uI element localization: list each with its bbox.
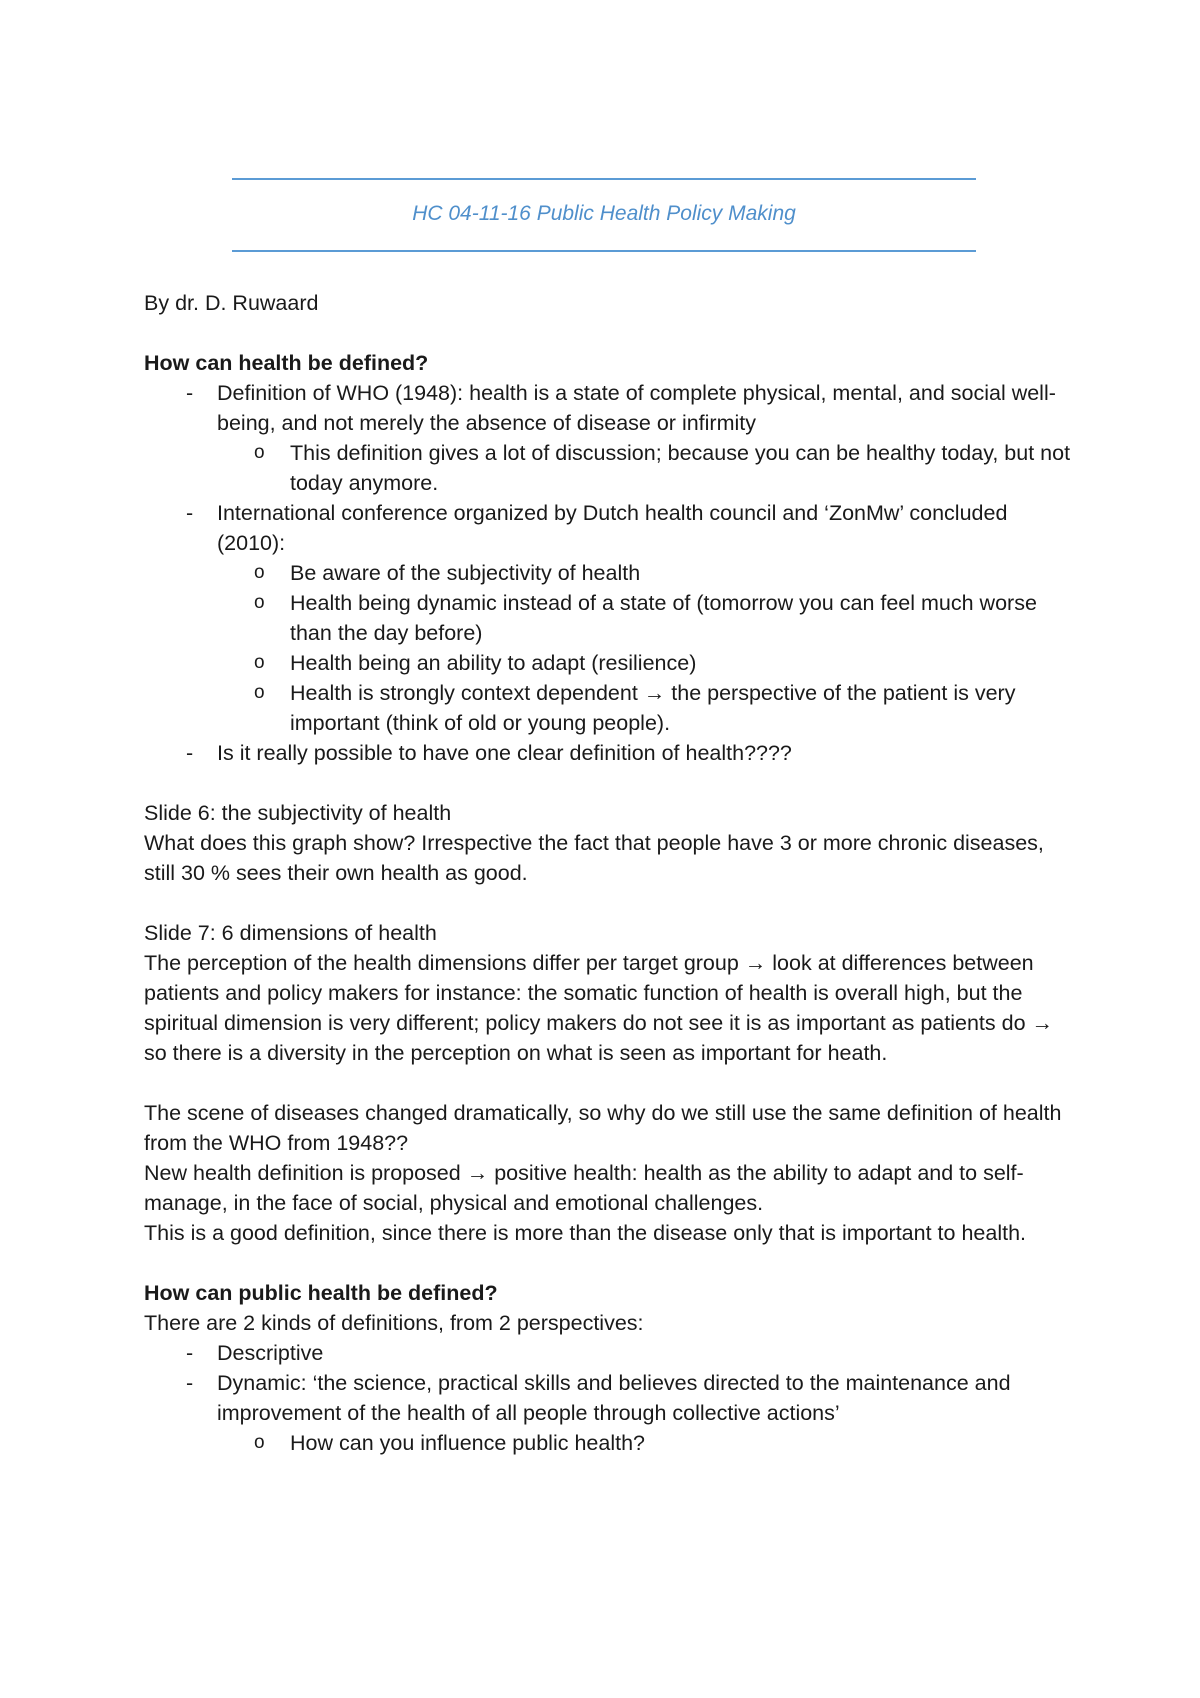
sub-list-item	[144, 588, 1074, 648]
circle-bullet: o	[254, 652, 265, 673]
scene-paragraph: The scene of diseases changed dramatically, so why do we still use the same definition of health from the WHO from 1948??	[144, 1101, 1062, 1155]
sub-list-item	[144, 648, 1074, 678]
slide7-paragraph	[144, 948, 1074, 1068]
list-item	[144, 738, 1074, 768]
list-item-text: Dynamic: ‘the science, practical skills and believes directed to the maintenance and improvement of the health of all people through collective actions’	[217, 1371, 1011, 1425]
circle-bullet: o	[254, 682, 265, 703]
sub-list-item	[144, 1428, 1074, 1458]
dash-bullet: -	[186, 501, 194, 525]
dash-bullet: -	[186, 741, 194, 765]
sub-list-item-text: Health is strongly context dependent	[290, 681, 638, 705]
list-item	[144, 378, 1074, 438]
list-item	[144, 1368, 1074, 1428]
dash-bullet: -	[186, 381, 194, 405]
sub-list-item-text: the perspective of the patient is very important (think of old or young people).	[290, 681, 1016, 735]
title-bottom-rule	[232, 250, 976, 252]
sub-list-item-text: How can you influence public health?	[290, 1431, 645, 1455]
dash-bullet: -	[186, 1341, 194, 1365]
section-heading: How can public health be defined?	[144, 1281, 498, 1305]
list-item-text: International conference organized by Dutch health council and ‘ZonMw’ concluded (2010):	[217, 501, 1008, 555]
title-top-rule	[232, 178, 976, 180]
sub-list-item-text: Health being dynamic instead of a state of (tomorrow you can feel much worse than the day before)	[290, 591, 1037, 645]
sub-list-item	[144, 438, 1074, 498]
arrow-icon: →	[643, 681, 666, 705]
author-line: By dr. D. Ruwaard	[144, 291, 319, 315]
slide6-title: Slide 6: the subjectivity of health	[144, 801, 452, 825]
circle-bullet: o	[254, 442, 265, 463]
list-item	[144, 498, 1074, 558]
sub-list-item	[144, 558, 1074, 588]
section-heading: How can health be defined?	[144, 351, 429, 375]
document-body	[144, 288, 1074, 1458]
list-item-text: Definition of WHO (1948): health is a state of complete physical, mental, and social well-being, and not merely the absence of disease or infirmity	[217, 381, 1056, 435]
circle-bullet: o	[254, 592, 265, 613]
page-title: HC 04-11-16 Public Health Policy Making	[412, 202, 796, 225]
section-intro: There are 2 kinds of definitions, from 2 perspectives:	[144, 1311, 644, 1335]
slide7-text: so there is a diversity in the perception on what is seen as important for heath.	[144, 1041, 888, 1065]
sub-list-item-text: Be aware of the subjectivity of health	[290, 561, 641, 585]
list-item	[144, 1338, 1074, 1368]
bullet-list	[144, 1338, 1074, 1458]
bullet-list	[144, 378, 1074, 768]
circle-bullet: o	[254, 1432, 265, 1453]
slide6-text: What does this graph show? Irrespective the fact that people have 3 or more chronic diseases, still 30 % sees their own health as good.	[144, 831, 1044, 885]
list-item-text: Is it really possible to have one clear definition of health????	[217, 741, 792, 765]
new-definition-text: positive health: health as the ability to adapt and to self-manage, in the face of social, physical and emotional challenges.	[144, 1161, 1024, 1215]
arrow-icon: →	[466, 1161, 489, 1185]
slide7-title: Slide 7: 6 dimensions of health	[144, 921, 437, 945]
new-definition-paragraph	[144, 1158, 1074, 1218]
sub-list-item	[144, 678, 1074, 738]
circle-bullet: o	[254, 562, 265, 583]
list-item-text: Descriptive	[217, 1341, 324, 1365]
sub-list-item-text: Health being an ability to adapt (resilience)	[290, 651, 697, 675]
dash-bullet: -	[186, 1371, 194, 1395]
good-definition-paragraph: This is a good definition, since there is more than the disease only that is important to health.	[144, 1221, 1026, 1245]
sub-list-item-text: This definition gives a lot of discussion; because you can be healthy today, but not today anymore.	[290, 441, 1071, 495]
new-definition-text: New health definition is proposed	[144, 1161, 461, 1185]
slide7-text: The perception of the health dimensions differ per target group	[144, 951, 739, 975]
arrow-icon: →	[1031, 1011, 1054, 1035]
arrow-icon: →	[744, 951, 767, 975]
slide7-text: look at differences between patients and policy makers for instance: the somatic function of health is overall high, but the spiritual dimension is very different; policy makers do not see it is as important as patients do	[144, 951, 1034, 1035]
